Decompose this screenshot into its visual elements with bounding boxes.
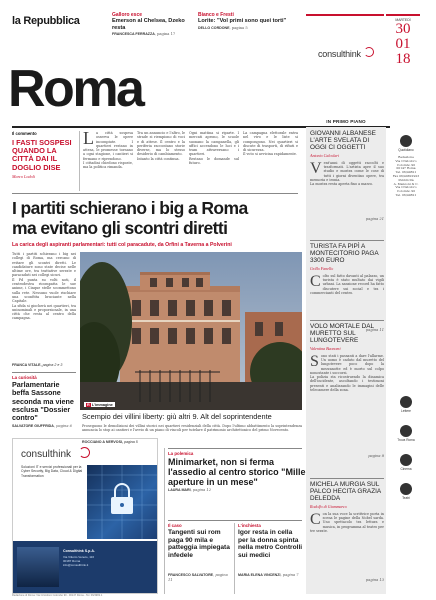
teaser-2-kicker: Bianco e Fresti bbox=[198, 12, 234, 18]
rail-item-quotidiano[interactable]: Quotidiano bbox=[390, 135, 422, 152]
right-story-4[interactable]: MICHELA MURGIA SUL PALCO HECITA GRAZIA DELEDDA Rodolfo di Giammarco C on la sua voce la scrittrice porta in scena le pagine della Nobel sarda. Uno spettacolo tra lettura e musica, in programma al teatro per tre serate. pagina 13 bbox=[310, 481, 384, 582]
right-story-2[interactable]: TURISTA FA PIPÌ A MONTECITORIO PAGA 3300 EURO Grillo Fanello C olto sul fatto davanti al palazzo, un turista è stato multato dai vigili urbani. La sanzione record ha fatto discutere sui social e tra i commercianti del centro. pagina 11 bbox=[310, 243, 384, 332]
main-headline-line1: I partiti schierano i big a Roma bbox=[12, 198, 248, 218]
teaser-1-page: pagina 17 bbox=[157, 32, 176, 36]
sponsor-logo-mark bbox=[364, 47, 374, 57]
brief-text-col-2: Tra un annuncio e l'altro, le strade si riempiono di voci e di attese. Il centro e la periferia raccontano storie diverse, ma lo stesso desiderio di cambiamento. Intanto la città continua. bbox=[137, 131, 185, 161]
middle-story-2-page: pagina 11 bbox=[168, 573, 228, 582]
teaser-2-page: pagina 5 bbox=[231, 25, 248, 30]
villa-photo-illustration bbox=[80, 252, 302, 410]
right-story-2-title: TURISTA FA PIPÌ A MONTECITORIO PAGA 3300 EURO bbox=[310, 243, 379, 265]
right-story-3-byline: Valentina Buonomi bbox=[310, 345, 341, 351]
middle-story-2-title: Tangenti sui rom paga 90 mila e patteggia impiegata infedele bbox=[168, 529, 230, 559]
rail-item-teatri[interactable]: Teatri bbox=[390, 483, 422, 500]
right-story-1-page: pagina 21 bbox=[365, 216, 384, 221]
photo-text: Proseguono le demolizioni dei villini storici nei quartieri residenziali della città. Dopo l'ultimo abbattimento la soprintendenza annuncia lo stop ai cantieri e l'avvio di un piano di vincoli per tutelare il patrimonio architettonico del primo Novecento. bbox=[82, 424, 302, 433]
date-month: 01 bbox=[395, 36, 411, 52]
right-story-1[interactable]: GIOVANNI ALBANESE L'ARTE SVELATA DI OGGI CI OGGETTI Antonio Calcolari V ent'anni di oggetti raccolti e trasformati. L'artista apre il suo studio e mostra come le cose di tutti i giorni diventino opere, tra memoria e ironia. La mostra resta aperta fino a marzo. pagina 21 bbox=[310, 130, 384, 221]
middle-story-3[interactable]: L'inchiesta Igor resta in cella per la donna spinta nella metro Controlli sui medici MARIA ELENA VINCENZI, pagina 7 bbox=[238, 523, 303, 578]
teaser-1[interactable]: Galloro esce Emerson al Chelsea, Dzeko resta FRANCESCA FERRAZZA, pagina 17 bbox=[112, 12, 194, 37]
brief-text-col-3: Ogni mattina si riparte. I mercati aprono, le scuole suonano la campanella, gli uffici accendono le luci e i tram attraversano i quartieri. Restano le domande sul futuro. bbox=[189, 131, 239, 166]
main-story-page: pagina 2 e 3 bbox=[42, 363, 63, 367]
sponsor-box[interactable] bbox=[306, 14, 384, 94]
middle-story-3-page: pagina 7 bbox=[282, 573, 299, 578]
middle-story-1[interactable]: La polemica Minimarket, non si ferma l'assedio al centro storico "Mille aperture in un mese" LAURA MARI, pagina 12 bbox=[168, 451, 306, 492]
ad-city-image bbox=[17, 547, 59, 587]
rail-item-trovaroma[interactable]: Trova Roma bbox=[390, 425, 422, 442]
left-story-1-byline: SALVATORE GIUFFRIDA bbox=[12, 424, 54, 429]
brief-text-col-4: La campagna elettorale entra nel vivo e le liste si compongono. Nei quartieri si discute di trasporti, di rifiuti e di sicurezza. Il voto si avvicina rapidamente. bbox=[243, 131, 298, 157]
date-box bbox=[386, 14, 420, 94]
padlock-icon bbox=[87, 465, 157, 539]
right-story-3[interactable]: VOLO MORTALE DAL MURETTO SUL LUNGOTEVERE Valentina Buonomi S ono stati i passanti a dare l'allarme. Un uomo è caduto dal muretto del lungotevere poco dopo la mezzanotte ed è morto sul colpo nonostante i soccorsi. La polizia sta ricostruendo la dinamica dell'incidente, ascoltando i testimoni presenti e analizzando le immagini delle telecamere della zona. pagina 8 bbox=[310, 323, 384, 458]
ad-address-label: Consulthink S.p.A. bbox=[63, 549, 95, 553]
masthead-logo[interactable]: la Repubblica bbox=[12, 15, 80, 27]
left-story-1-page: pagina 6 bbox=[56, 424, 72, 429]
main-subhead: La carica degli aspiranti parlamentari: tutti col paracadute, da Orfini a Taverna a Polverini bbox=[12, 242, 232, 248]
section-label: IN PRIMO PIANO bbox=[326, 119, 366, 124]
right-story-3-title: VOLO MORTALE DAL MURETTO SUL LUNGOTEVERE bbox=[310, 323, 374, 345]
footer-text: Redazione di Roma: Via Cristoforo Colombo 90 - 00147 Roma - Tel. 06/4982.1 bbox=[12, 594, 103, 597]
right-story-2-byline: Grillo Fanello bbox=[310, 265, 334, 271]
right-story-3-page: pagina 8 bbox=[368, 453, 384, 458]
left-brief-kicker: Il commento bbox=[12, 131, 37, 136]
photo-tag: R L'immagine bbox=[84, 402, 115, 407]
ad-text: Soluzioni IT e servizi professionali per la Cyber Security, Big Data, Cloud & Digital Transformation bbox=[21, 465, 83, 478]
date-day: 30 bbox=[395, 21, 411, 37]
main-headline-line2: ma evitano gli scontri diretti bbox=[12, 218, 228, 238]
rail-item-cinema[interactable]: Cinema bbox=[390, 454, 422, 471]
photo-caption[interactable]: Scempio dei villini liberty: giù altri 9. Alt del soprintendente bbox=[82, 412, 272, 421]
teaser-2[interactable]: Bianco e Fresti Lorite: "Vol primi sono quei torti" DELLO CORDONE, pagina 5 bbox=[198, 12, 293, 30]
middle-story-3-kicker: L'inchiesta bbox=[238, 523, 261, 528]
ad-brand: consulthink bbox=[21, 449, 72, 460]
city-title: Roma bbox=[8, 60, 143, 118]
consulthink-ad[interactable] bbox=[12, 438, 158, 594]
left-story-1[interactable]: La curiosità Parlamentarie beffa Sassone seconda ma viene esclusa "Dossier contro" SALVATORE GIUFFRIDA, pagina 6 bbox=[12, 375, 78, 429]
brief-text-col-1: L a città sospesa osserva le opere incompiute. I quartieri restano in attesa, le promesse tornano a ogni stagione, i cantieri si fermano e riprendono. I cittadini chiedono risposte, ma la politica rimanda. bbox=[83, 131, 133, 170]
photo-byline: ROCCIANO A NERVOSI bbox=[82, 440, 123, 444]
middle-story-2-byline: FRANCESCO SALVATORE bbox=[168, 573, 214, 578]
right-story-4-title: MICHELA MURGIA SUL PALCO HECITA GRAZIA DELEDDA bbox=[310, 481, 381, 503]
sponsor-logo: consulthink bbox=[318, 49, 361, 59]
search-icon bbox=[400, 425, 412, 437]
middle-story-1-page: pagina 12 bbox=[192, 488, 211, 492]
teaser-2-byline: DELLO CORDONE bbox=[198, 25, 230, 30]
middle-story-3-title: Igor resta in cella per la donna spinta nella metro Controlli sui medici bbox=[238, 529, 303, 559]
right-story-4-page: pagina 13 bbox=[365, 577, 384, 582]
date-year: 18 bbox=[395, 51, 411, 67]
main-photo[interactable] bbox=[80, 252, 302, 410]
photo-page: pagina 5 bbox=[124, 440, 138, 444]
middle-story-1-byline: LAURA MARI bbox=[168, 488, 191, 492]
date-weekday: MARTEDÌ bbox=[395, 18, 411, 22]
left-story-1-title: Parlamentarie beffa Sassone seconda ma viene esclusa "Dossier contro" bbox=[12, 380, 74, 423]
middle-story-2-kicker: Il caso bbox=[168, 523, 182, 528]
teaser-1-title: Emerson al Chelsea, Dzeko resta bbox=[112, 18, 185, 31]
right-story-1-title: GIOVANNI ALBANESE L'ARTE SVELATA DI OGGI CI OGGETTI bbox=[310, 130, 376, 152]
teaser-1-byline: FRANCESCA FERRAZZA bbox=[112, 32, 155, 36]
middle-story-1-kicker: La polemica bbox=[168, 451, 194, 456]
rail-item-lettere[interactable]: Lettere bbox=[390, 396, 422, 413]
left-brief-title: I FASTI SOSPESI QUANDO LA CITTÀ DAI IL DOGLIO DISE bbox=[12, 138, 72, 172]
newspaper-icon bbox=[400, 135, 412, 147]
main-headline[interactable] bbox=[12, 198, 302, 238]
left-brief-byline: Marco Lodoli bbox=[12, 173, 35, 179]
main-story-text: Tutti i partiti schierano i big nei collegi di Roma, ma cercano di evitare gli scontri diretti. Le candidature sono state decise nelle ultime ore, tra trattative serrate e paracaduti nei collegi sicuri. Il Pd punta su volti noti, il centrodestra ricompatta le sue anime, i Cinque stelle scommettono sulla rete. Nessuno vuole rischiare una sconfitta bruciante nella Capitale. La sfida si giocherà nei quartieri, tra uninominali e proporzionale, in una città che resta al centro della campagna. bbox=[12, 252, 76, 321]
film-icon bbox=[400, 454, 412, 466]
ad-footer: Consulthink S.p.A. Via Vittorio Veneto, 116 00187 Roma info@consulthink.it bbox=[13, 541, 158, 593]
theater-icon bbox=[400, 483, 412, 495]
middle-story-3-byline: MARIA ELENA VINCENZI bbox=[238, 573, 281, 578]
right-story-4-byline: Rodolfo di Giammarco bbox=[310, 503, 347, 509]
mail-icon bbox=[400, 396, 412, 408]
right-rail: Quotidiano Redazione Via Cristoforo Colombo 90 00147 Roma Tel. 06/49821 Fax 06/49822923 Pubblicità A. Manzoni & C. Via Cristoforo Colombo 90 Tel. 06/49821 Lettere Trova Roma Cinema Teatri bbox=[390, 127, 422, 594]
main-story-byline: FRANCA VITALE bbox=[12, 363, 41, 367]
middle-story-2[interactable]: Il caso Tangenti sui rom paga 90 mila e patteggia impiegata infedele FRANCESCO SALVATORE, pagina 11 bbox=[168, 523, 232, 583]
teaser-2-title: Lorite: "Vol primi sono quei torti" bbox=[198, 18, 287, 24]
left-story-1-kicker: La curiosità bbox=[12, 375, 37, 380]
ad-brand-mark bbox=[79, 447, 90, 458]
right-story-1-byline: Antonio Calcolari bbox=[310, 152, 339, 158]
right-story-2-page: pagina 11 bbox=[365, 327, 384, 332]
middle-story-1-title: Minimarket, non si ferma l'assedio al centro storico "Mille aperture in un mese" bbox=[168, 457, 306, 487]
ad-image bbox=[87, 465, 157, 539]
left-brief[interactable] bbox=[12, 131, 76, 179]
teaser-1-kicker: Galloro esce bbox=[112, 12, 143, 18]
